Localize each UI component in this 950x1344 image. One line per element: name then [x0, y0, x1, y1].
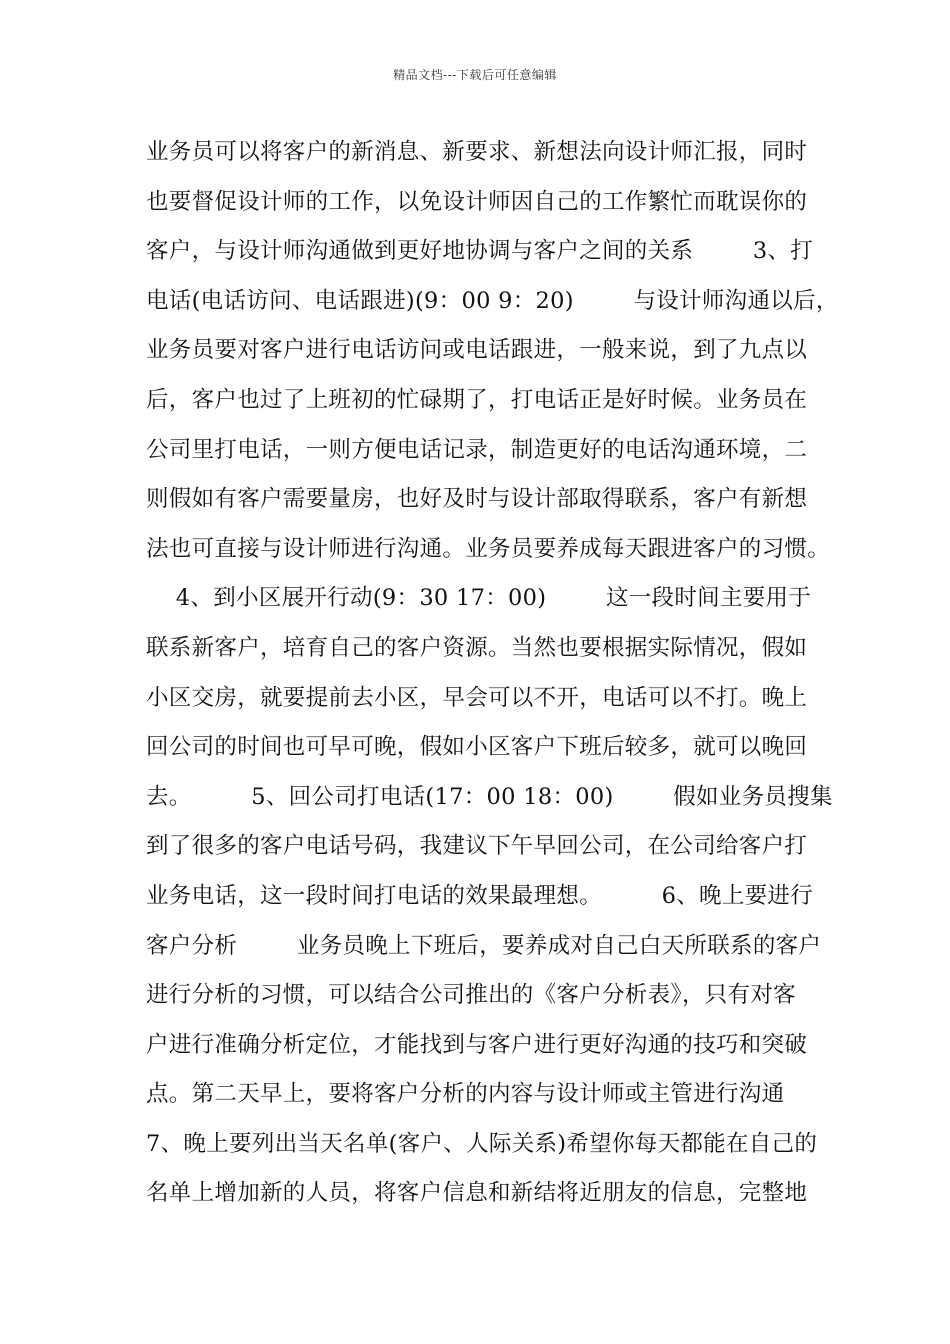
- text-line: 进行分析的习惯，可以结合公司推出的《客户分析表》，只有对客: [146, 982, 796, 1009]
- text-line: 后，客户也过了上班初的忙碌期了，打电话正是好时候。业务员在: [146, 386, 808, 413]
- text-line: 7、晚上要列出当天名单(客户、人际关系)希望你每天都能在自己的: [146, 1130, 818, 1157]
- text-line: 业务员要对客户进行电话访问或电话跟进，一般来说，到了九点以: [146, 337, 808, 364]
- text-line: 电话(电话访问、电话跟进)(9：00 9：20) 与设计师沟通以后，: [146, 287, 839, 314]
- text-line: 4、到小区展开行动(9：30 17：00) 这一段时间主要用于: [146, 585, 812, 612]
- text-line: 回公司的时间也可早可晚，假如小区客户下班后较多，就可以晚回: [146, 734, 808, 761]
- text-line: 到了很多的客户电话号码，我建议下午早回公司，在公司给客户打: [146, 833, 808, 860]
- text-line: 则假如有客户需要量房，也好及时与设计部取得联系，客户有新想: [146, 486, 808, 513]
- text-line: 也要督促设计师的工作，以免设计师因自己的工作繁忙而耽误你的: [146, 188, 808, 215]
- text-line: 联系新客户，培育自己的客户资源。当然也要根据实际情况，假如: [146, 634, 808, 661]
- text-line: 公司里打电话，一则方便电话记录，制造更好的电话沟通环境，二: [146, 436, 808, 463]
- text-line: 客户，与设计师沟通做到更好地协调与客户之间的关系 3、打: [146, 238, 814, 265]
- text-line: 去。 5、回公司打电话(17：00 18：00) 假如业务员搜集: [146, 783, 833, 810]
- text-line: 名单上增加新的人员，将客户信息和新结将近朋友的信息，完整地: [146, 1180, 808, 1207]
- document-body: [146, 128, 839, 1219]
- text-line: 法也可直接与设计师进行沟通。业务员要养成每天跟进客户的习惯。: [146, 535, 831, 562]
- text-line: 户进行准确分析定位，才能找到与客户进行更好沟通的技巧和突破: [146, 1031, 808, 1058]
- text-line: 业务电话，这一段时间打电话的效果最理想。 6、晚上要进行: [146, 882, 814, 909]
- page-header: 精品文档---下载后可任意编辑: [393, 68, 557, 82]
- text-line: 点。第二天早上，要将客户分析的内容与设计师或主管进行沟通: [146, 1081, 785, 1108]
- text-line: 业务员可以将客户的新消息、新要求、新想法向设计师汇报，同时: [146, 139, 808, 165]
- text-line: 小区交房，就要提前去小区，早会可以不开，电话可以不打。晚上: [146, 684, 808, 711]
- text-line: 客户分析 业务员晚上下班后，要养成对自己白天所联系的客户: [146, 932, 822, 959]
